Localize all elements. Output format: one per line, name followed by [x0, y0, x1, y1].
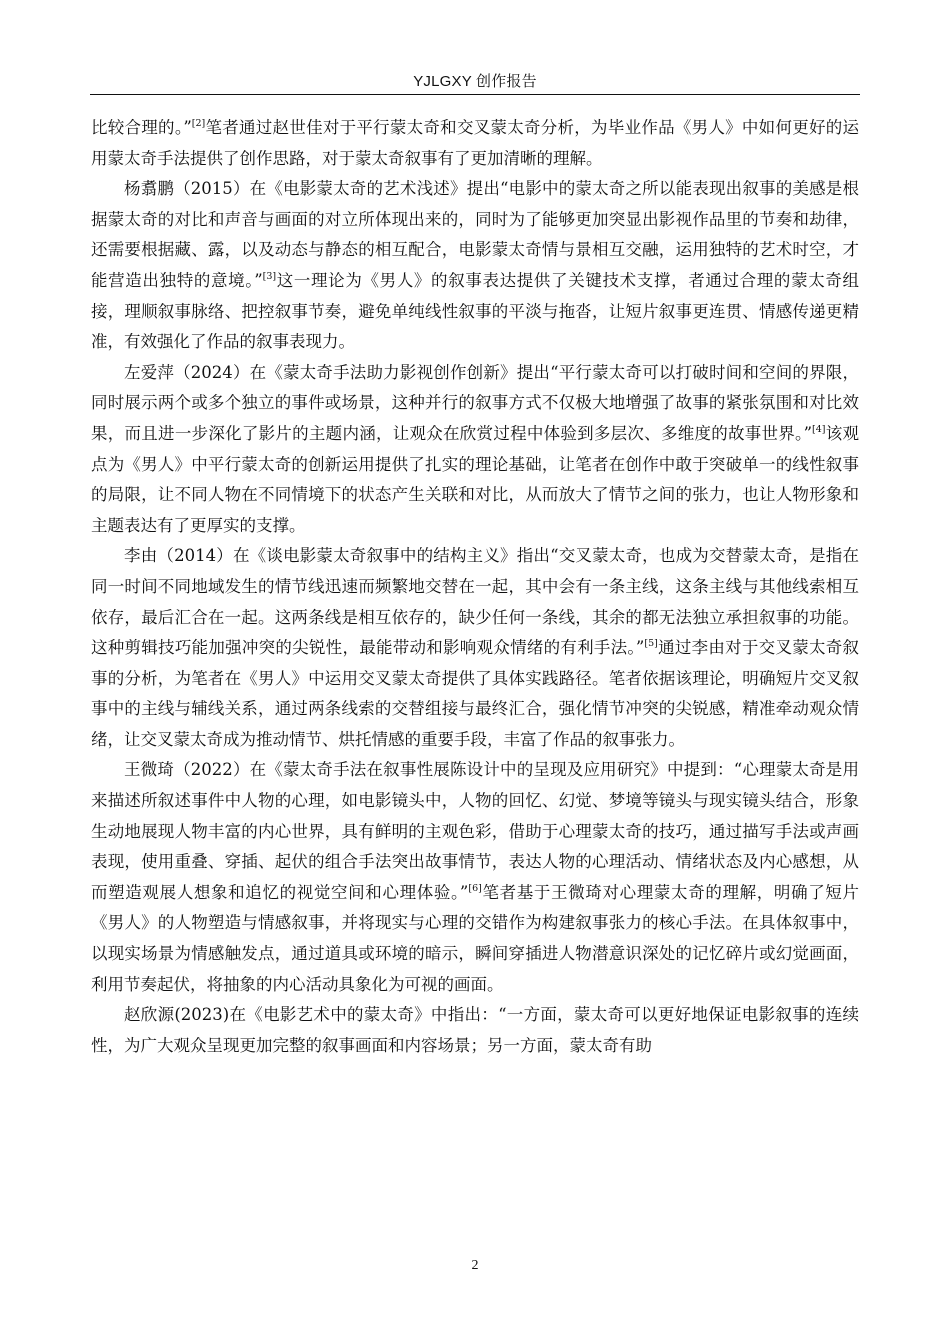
- paragraph-text: 这一理论为《男人》的叙事表达提供了关键技术支撑，者通过合理的蒙太奇组接，理顺叙事脉络、把控叙事节奏，避免单纯线性叙事的平淡与拖沓，让短片叙事更连贯、情感传递更精准，有效强化了作品的叙事表现力。: [91, 270, 860, 352]
- body-paragraph: [91, 1000, 859, 1061]
- running-header: YJLGXY 创作报告: [413, 73, 537, 90]
- paragraph-text: 左爱萍（2024）在《蒙太奇手法助力影视创作创新》提出“平行蒙太奇可以打破时间和空间的界限，同时展示两个或多个独立的事件或场景，这种并行的叙事方式不仅极大地增强了故事的紧张氛围和对比效果，而且进一步深化了影片的主题内涵，让观众在欣赏过程中体验到多层次、多维度的故事世界。”: [91, 362, 859, 443]
- citation-ref: [6]: [468, 882, 482, 894]
- citation-ref: [2]: [191, 118, 206, 129]
- page-number: 2: [471, 1258, 479, 1273]
- body-text: [91, 113, 859, 1061]
- paragraph-text: 比较合理的。”: [91, 118, 192, 137]
- body-paragraph: [91, 541, 859, 755]
- body-paragraph: [91, 174, 859, 358]
- paragraph-text: 该观点为《男人》中平行蒙太奇的创新运用提供了扎实的理论基础，让笔者在创作中敢于突破单一的线性叙事的局限，让不同人物在不同情境下的状态产生关联和对比，从而放大了情节之间的张力，也让人物形象和主题表达有了更厚实的支撑。: [91, 423, 860, 535]
- citation-ref: [4]: [812, 423, 826, 435]
- body-paragraph: [91, 113, 859, 174]
- paragraph-text: 通过李由对于交叉蒙太奇叙事的分析，为笔者在《男人》中运用交叉蒙太奇提供了具体实践路径。笔者依据该理论，明确短片交叉叙事中的主线与辅线关系，通过两条线索的交替组接与最终汇合，强化情节冲突的尖锐感，精准牵动观众情绪，让交叉蒙太奇成为推动情节、烘托情感的重要手段，丰富了作品的叙事张力。: [91, 638, 860, 749]
- paragraph-text: 杨翥鹏（2015）在《电影蒙太奇的艺术浅述》提出“电影中的蒙太奇之所以能表现出叙事的美感是根据蒙太奇的对比和声音与画面的对立所体现出来的，同时为了能够更加突显出影视作品里的节奏和劫律，还需要根据藏、露，以及动态与静态的相互配合，电影蒙太奇情与景相互交融，运用独特的艺术时空，才能营造出独特的意境。”: [91, 179, 859, 290]
- paragraph-text: 李由（2014）在《谈电影蒙太奇叙事中的结构主义》指出“交叉蒙太奇，也成为交替蒙太奇，是指在同一时间不同地域发生的情节线迅速而频繁地交替在一起，其中会有一条主线，这条主线与其他线索相互依存，最后汇合在一起。这两条线是相互依存的，缺少任何一条线，其余的都无法独立承担叙事的功能。这种剪辑技巧能加强冲突的尖锐性，最能带动和影响观众情绪的有利手法。”: [91, 546, 859, 658]
- citation-ref: [5]: [644, 638, 658, 650]
- paragraph-text: 王微琦（2022）在《蒙太奇手法在叙事性展陈设计中的呈现及应用研究》中提到：“心理蒙太奇是用来描述所叙述事件中人物的心理，如电影镜头中，人物的回忆、幻觉、梦境等镜头与现实镜头结合，形象生动地展现人物丰富的内心世界，具有鲜明的主观色彩，借助于心理蒙太奇的技巧，通过描写手法或声画表现，使用重叠、穿插、起伏的组合手法突出故事情节，表达人物的心理活动、情绪状态及内心感想，从而塑造观展人想象和追忆的视觉空间和心理体验。”: [91, 760, 859, 902]
- header-divider: [90, 94, 860, 95]
- paragraph-text: 笔者通过赵世佳对于平行蒙太奇和交叉蒙太奇分析，为毕业作品《男人》中如何更好的运用蒙太奇手法提供了创作思路，对于蒙太奇叙事有了更加清晰的理解。: [91, 118, 859, 168]
- paragraph-text: 赵欣源(2023)在《电影艺术中的蒙太奇》中指出：“一方面，蒙太奇可以更好地保证电影叙事的连续性，为广大观众呈现更加完整的叙事画面和内容场景；另一方面，蒙太奇有助: [91, 1005, 859, 1055]
- paragraph-text: 笔者基于王微琦对心理蒙太奇的理解，明确了短片《男人》的人物塑造与情感叙事，并将现实与心理的交错作为构建叙事张力的核心手法。在具体叙事中，以现实场景为情感触发点，通过道具或环境的暗示，瞬间穿插进人物潜意识深处的记忆碎片或幻觉画面，利用节奏起伏，将抽象的内心活动具象化为可视的画面。: [91, 882, 860, 994]
- body-paragraph: [91, 358, 859, 542]
- citation-ref: [3]: [262, 270, 277, 282]
- body-paragraph: [91, 755, 859, 1000]
